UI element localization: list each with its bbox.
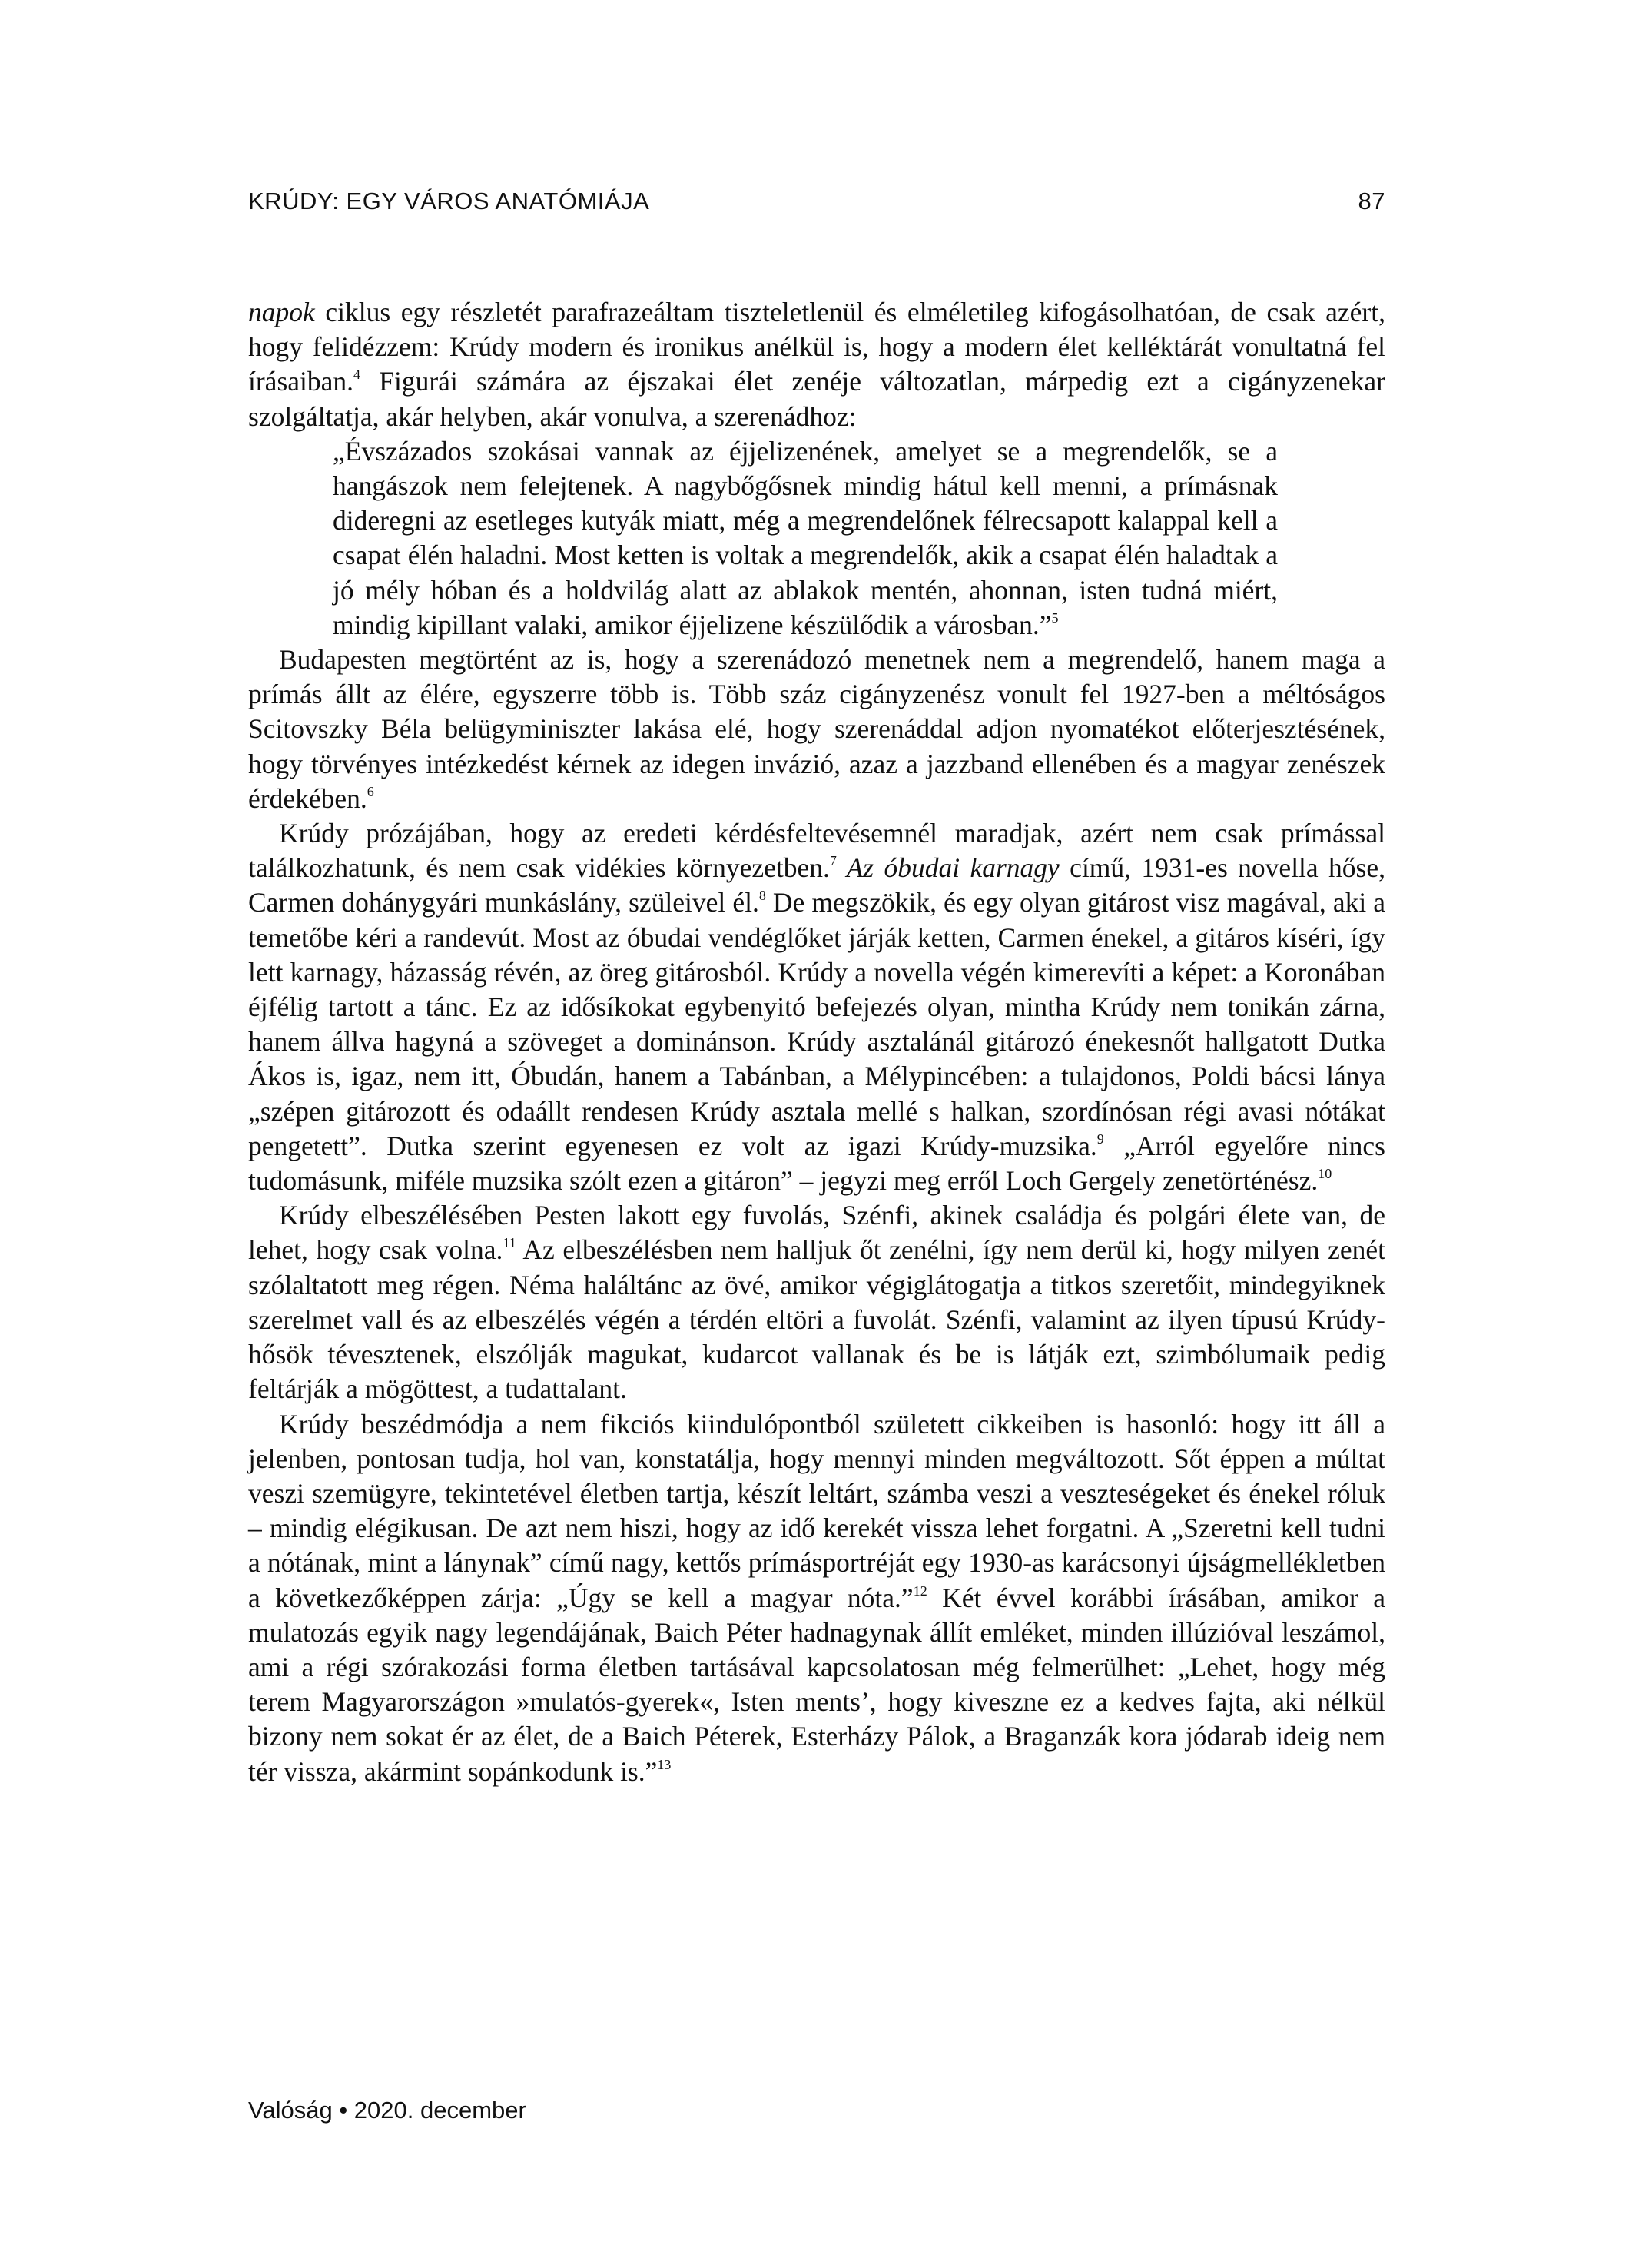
footnote-ref-7[interactable]: 7 [829,853,837,869]
footnote-ref-5[interactable]: 5 [1051,609,1059,626]
running-title: KRÚDY: EGY VÁROS ANATÓMIÁJA [248,188,650,214]
italic-work-title: Az óbudai karnagy [836,852,1060,884]
paragraph-text: ciklus egy részletét parafrazeáltam tiszteletlenül és elméletileg kifogásolhatóan, de csak azért, hogy felidézzem: Krúdy modern és ironikus anélkül is, hogy a modern élet kelléktárát vonultatná fel írásaiban. [248,297,1385,397]
footnote-ref-8[interactable]: 8 [758,888,766,904]
page-footer [248,2097,526,2124]
footnote-ref-4[interactable]: 4 [353,367,361,383]
paragraph-4 [248,1198,1385,1406]
paragraph-1 [248,295,1385,434]
paragraph-text: Krúdy prózájában, hogy az eredeti kérdésfeltevésemnél maradjak, azért nem csak prímással találkozhatunk, és nem csak vidékies környezetben. [248,818,1385,884]
paragraph-text: Budapesten megtörtént az is, hogy a szerenádozó menetnek nem a megrendelő, hanem maga a prímás állt az élére, egyszerre több is. Több száz cigányzenész vonult fel 1927-ben a méltóságos Scitovszky Béla belügyminiszter lakása elé, hogy szerenáddal adjon nyomatékot előterjesztésének, hogy törvényes intézkedést kérnek az idegen invázió, azaz a jazzband ellenében és a magyar zenészek érdekében. [248,644,1385,814]
block-quote [248,434,1385,643]
paragraph-text: Krúdy elbeszélésében Pesten lakott egy fuvolás, Szénfi, akinek családja és polgári élete van, de lehet, hogy csak volna. [248,1200,1385,1266]
footnote-ref-6[interactable]: 6 [367,783,374,799]
paragraph-3 [248,816,1385,1198]
italic-title-fragment: napok [248,297,315,327]
footnote-ref-9[interactable]: 9 [1096,1131,1104,1147]
article-body [248,295,1385,1789]
page-number: 87 [1358,188,1385,214]
paragraph-text: Az elbeszélésben nem halljuk őt zenélni, így nem derül ki, hogy milyen zenét szólaltatott meg régen. Néma haláltánc az övé, amikor végiglátogatja a titkos szeretőit, mindegyiknek szerelmet vall és az elbeszélés végén a térdén eltöri a fuvolát. Szénfi, valamint az ilyen típusú Krúdy-hősök tévesztenek, elszólják magukat, kudarcot vallanak és be is látják ezt, szimbólumaik pedig feltárják a mögöttest, a tudattalant. [248,1234,1386,1405]
footnote-ref-13[interactable]: 13 [657,1756,672,1772]
paragraph-text: Krúdy beszédmódja a nem fikciós kiindulópontból született cikkeiben is hasonló: hogy itt áll a jelenben, pontosan tudja, hol van, konstatálja, hogy mennyi minden megváltozott. Sőt éppen a múltat veszi szemügyre, tekintetével életben tartja, készít leltárt, számba veszi a veszteségeket és énekel róluk – mindig elégikusan. De azt nem hiszi, hogy az idő kerekét vissza lehet forgatni. A „Szeretni kell tudni a nótának, mint a lánynak” című nagy, kettős prímásportréját egy 1930-as karácsonyi újságmellékletben a következőképpen zárja: „Úgy se kell a magyar nóta.” [248,1408,1385,1613]
paragraph-5 [248,1407,1385,1789]
paragraph-2 [248,643,1385,816]
paragraph-text: De megszökik, és egy olyan gitárost visz magával, aki a temetőbe kéri a randevút. Most az óbudai vendéglőket járják ketten, Carmen énekel, a gitáros kíséri, így lett karnagy, házasság révén, az öreg gitárosból. Krúdy a novella végén kimerevíti a képet: a Koronában éjfélig tartott a tánc. Ez az idősíkokat egybenyitó befejezés olyan, mintha Krúdy nem tonikán zárna, hanem állva hagyná a szöveget a dominánson. Krúdy asztalánál gitározó énekesnőt hallgatott Dutka Ákos is, igaz, nem itt, Óbudán, hanem a Tabánban, a Mélypincében: a tulajdonos, Poldi bácsi lánya „szépen gitározott és odaállt rendesen Krúdy asztala mellé s halkan, szordínósan régi avasi nótákat pengetett”. Dutka szerint egyenesen ez volt az igazi Krúdy-muzsika. [248,887,1386,1161]
footnote-ref-12[interactable]: 12 [913,1582,927,1599]
footer-text: Valóság • 2020. december [248,2097,526,2124]
paragraph-text: Figurái számára az éjszakai élet zenéje változatlan, márpedig ezt a cigányzenekar szolgáltatja, akár helyben, akár vonulva, a szerenádhoz: [248,366,1385,432]
paragraph-text: Két évvel korábbi írásában, amikor a mulatozás egyik nagy legendájának, Baich Péter hadnagynak állít emléket, minden illúzióval leszámol, ami a régi szórakozási forma életben tartásával kapcsolatosan még felmerülhet: „Lehet, hogy még terem Magyarországon »mulatós-gyerek«, Isten ments’, hogy kiveszne ez a kedves fajta, aki nélkül bizony nem sokat ér az élet, de a Baich Péterek, Esterházy Pálok, a Braganzák kora jódarab ideig nem tér vissza, akármint sopánkodunk is.” [248,1582,1386,1787]
paragraph-text: című, 1931-es novella hőse, Carmen dohánygyári munkáslány, szüleivel él. [248,852,1385,918]
paragraph-text: „Arról egyelőre nincs tudomásunk, miféle muzsika szólt ezen a gitáron” – jegyzi meg erről Loch Gergely zenetörténész. [248,1130,1385,1197]
footnote-ref-10[interactable]: 10 [1318,1166,1332,1182]
running-head [248,188,1385,215]
footnote-ref-11[interactable]: 11 [503,1235,516,1251]
quote-text: „Évszázados szokásai vannak az éjjelizenének, amelyet se a megrendelők, se a hangászok nem felejtenek. A nagybőgősnek mindig hátul kell menni, a prímásnak dideregni az esetleges kutyák miatt, még a megrendelőnek félrecsapott kalappal kell a csapat élén haladni. Most ketten is voltak a megrendelők, akik a csapat élén haladtak a jó mély hóban és a holdvilág alatt az ablakok mentén, ahonnan, isten tudná miért, mindig kipillant valaki, amikor éjjelizene készülődik a városban.” [333,435,1278,640]
